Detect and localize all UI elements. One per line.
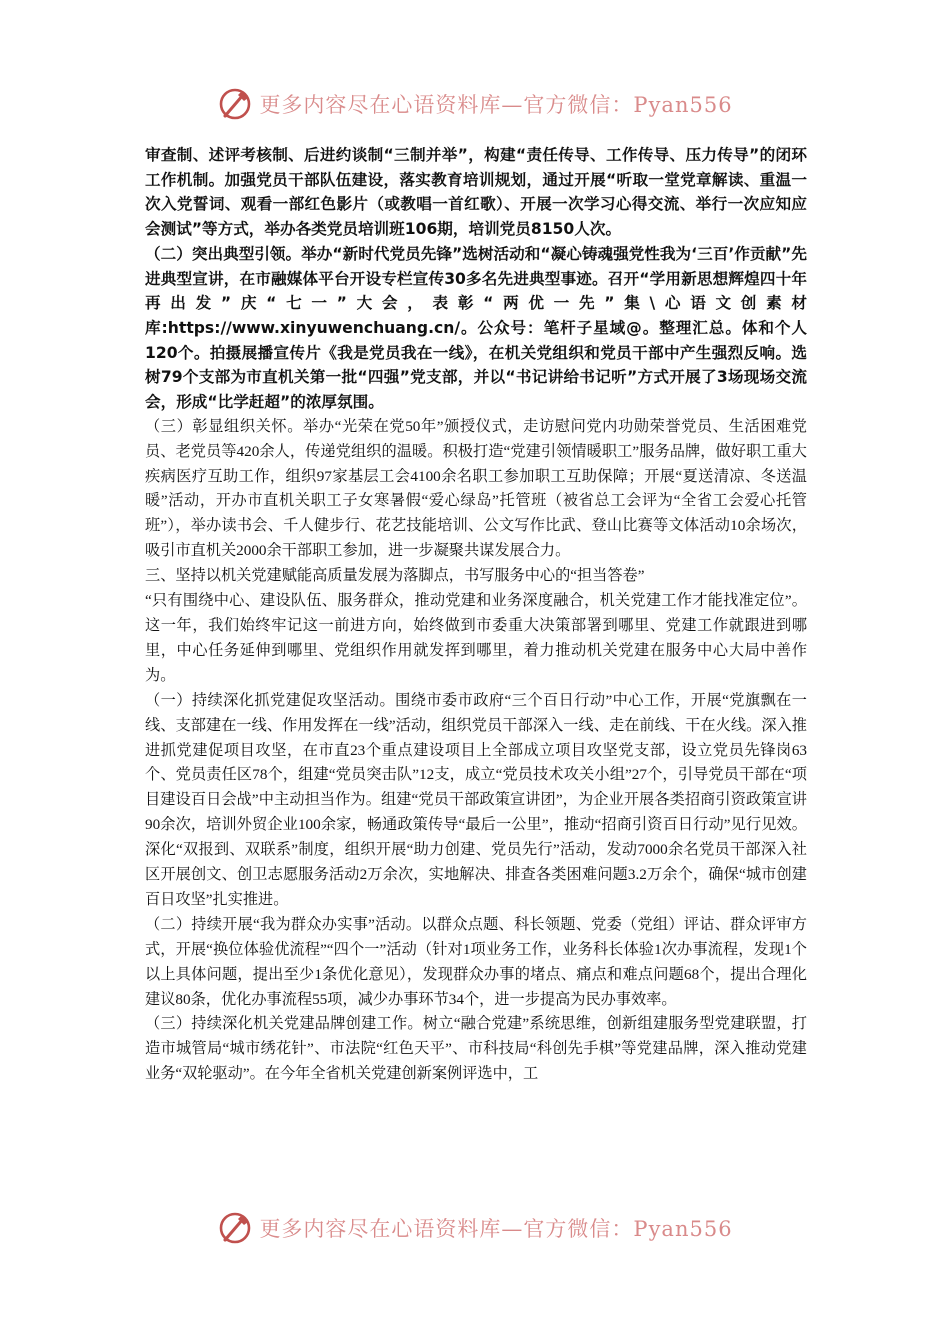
paragraph: （一）持续深化抓党建促攻坚活动。围绕市委市政府“三个百日行动”中心工作，开展“党旗飘在一线、支部建在一线、作用发挥在一线”活动，组织党员干部深入一线、走在前线、干在火线。深入推进抓党建促项目攻坚，在市直23个重点建设项目上全部成立项目攻坚党支部，设立党员先锋岗63个、党员责任区78个，组建“党员突击队”12支，成立“党员技术攻关小组”27个，引导党员干部在“项目建设百日会战”中主动担当作为。组建“党员干部政策宣讲团”，为企业开展各类招商引资政策宣讲90余次，培训外贸企业100余家，畅通政策传导“最后一公里”，推动“招商引资百日行动”见行见效。深化“双报到、双联系”制度，组织开展“助力创建、党员先行”活动，发动7000余名党员干部深入社区开展创文、创卫志愿服务活动2万余次，实地解决、排查各类困难问题3.2万余个，确保“城市创建百日攻坚”扎实推进。 — [145, 691, 807, 908]
banner-text: 更多内容尽在心语资料库—官方微信：Pyan556 — [259, 93, 733, 117]
paragraph: “只有围绕中心、建设队伍、服务群众，推动党建和业务深度融合，机关党建工作才能找准定位”。这一年，我们始终牢记这一前进方向，始终做到市委重大决策部署到哪里、党建工作就跟进到哪里，中心任务延伸到哪里、党组织作用就发挥到哪里，着力推动机关党建在服务中心大局中善作为。 — [145, 592, 807, 684]
header-banner — [0, 82, 950, 126]
brush-pen-logo-icon — [217, 86, 253, 122]
paragraph: （三）彰显组织关怀。举办“光荣在党50年”颁授仪式，走访慰问党内功勋荣誉党员、生活困难党员、老党员等420余人，传递党组织的温暖。积极打造“党建引领情暖职工”服务品牌，做好职工重大疾病医疗互助工作，组织97家基层工会4100余名职工参加职工互助保障；开展“夏送清凉、冬送温暖”活动，开办市直机关职工子女寒暑假“爱心绿岛”托管班（被省总工会评为“全省工会爱心托管班”），举办读书会、千人健步行、花艺技能培训、公文写作比武、登山比赛等文体活动10余场次，吸引市直机关2000余干部职工参加，进一步凝聚共谋发展合力。 — [145, 417, 807, 560]
banner-text: 更多内容尽在心语资料库—官方微信：Pyan556 — [259, 1217, 733, 1241]
paragraph: （二）突出典型引领。举办“新时代党员先锋”选树活动和“凝心铸魂强党性我为‘三百’作贡献”先进典型宣讲，在市融媒体平台开设专栏宣传30多名先进典型事迹。召开“学用新思想辉煌四十年再出发”庆“七一”大会，表彰“两优一先”集\心语文创素材库:https://www.xinyuwenchuang.cn/。公众号：笔杆子星域@。整理汇总。体和个人120个。拍摄展播宣传片《我是党员我在一线》，在机关党组织和党员干部中产生强烈反响。选树79个支部为市直机关第一批“四强”党支部，并以“书记讲给书记听”方式开展了3场现场交流会，形成“比学赶超”的浓厚氛围。 — [145, 244, 807, 412]
paragraph: （三）持续深化机关党建品牌创建工作。树立“融合党建”系统思维，创新组建服务型党建联盟，打造市城管局“城市绣花针”、市法院“红色天平”、市科技局“科创先手棋”等党建品牌，深入推动党建业务“双轮驱动”。在今年全省机关党建创新案例评选中，工 — [145, 1015, 807, 1083]
body-text — [145, 143, 807, 1087]
paragraph: （二）持续开展“我为群众办实事”活动。以群众点题、科长领题、党委（党组）评诂、群众评审方式，开展“换位体验优流程”“四个一”活动（针对1项业务工作，业务科长体验1次办事流程，发现1个以上具体问题，提出至少1条优化意见），发现群众办事的堵点、痛点和难点问题68个，提出合理化建议80条，优化办事流程55项，减少办事环节34个，进一步提高为民办事效率。 — [145, 915, 807, 1008]
paragraph: 审查制、述评考核制、后进约谈制“三制并举”，构建“责任传导、工作传导、压力传导”的闭环工作机制。加强党员干部队伍建设，落实教育培训规划，通过开展“听取一堂党章解读、重温一次入党誓词、观看一部红色影片（或教唱一首红歌）、开展一次学习心得交流、举行一次应知应会测试”等方式，举办各类党员培训班106期，培训党员8150人次。 — [145, 146, 807, 239]
brush-pen-logo-icon — [217, 1210, 253, 1246]
footer-banner — [0, 1206, 950, 1250]
section-heading: 三、坚持以机关党建赋能高质量发展为落脚点，书写服务中心的“担当答卷” — [145, 567, 645, 585]
